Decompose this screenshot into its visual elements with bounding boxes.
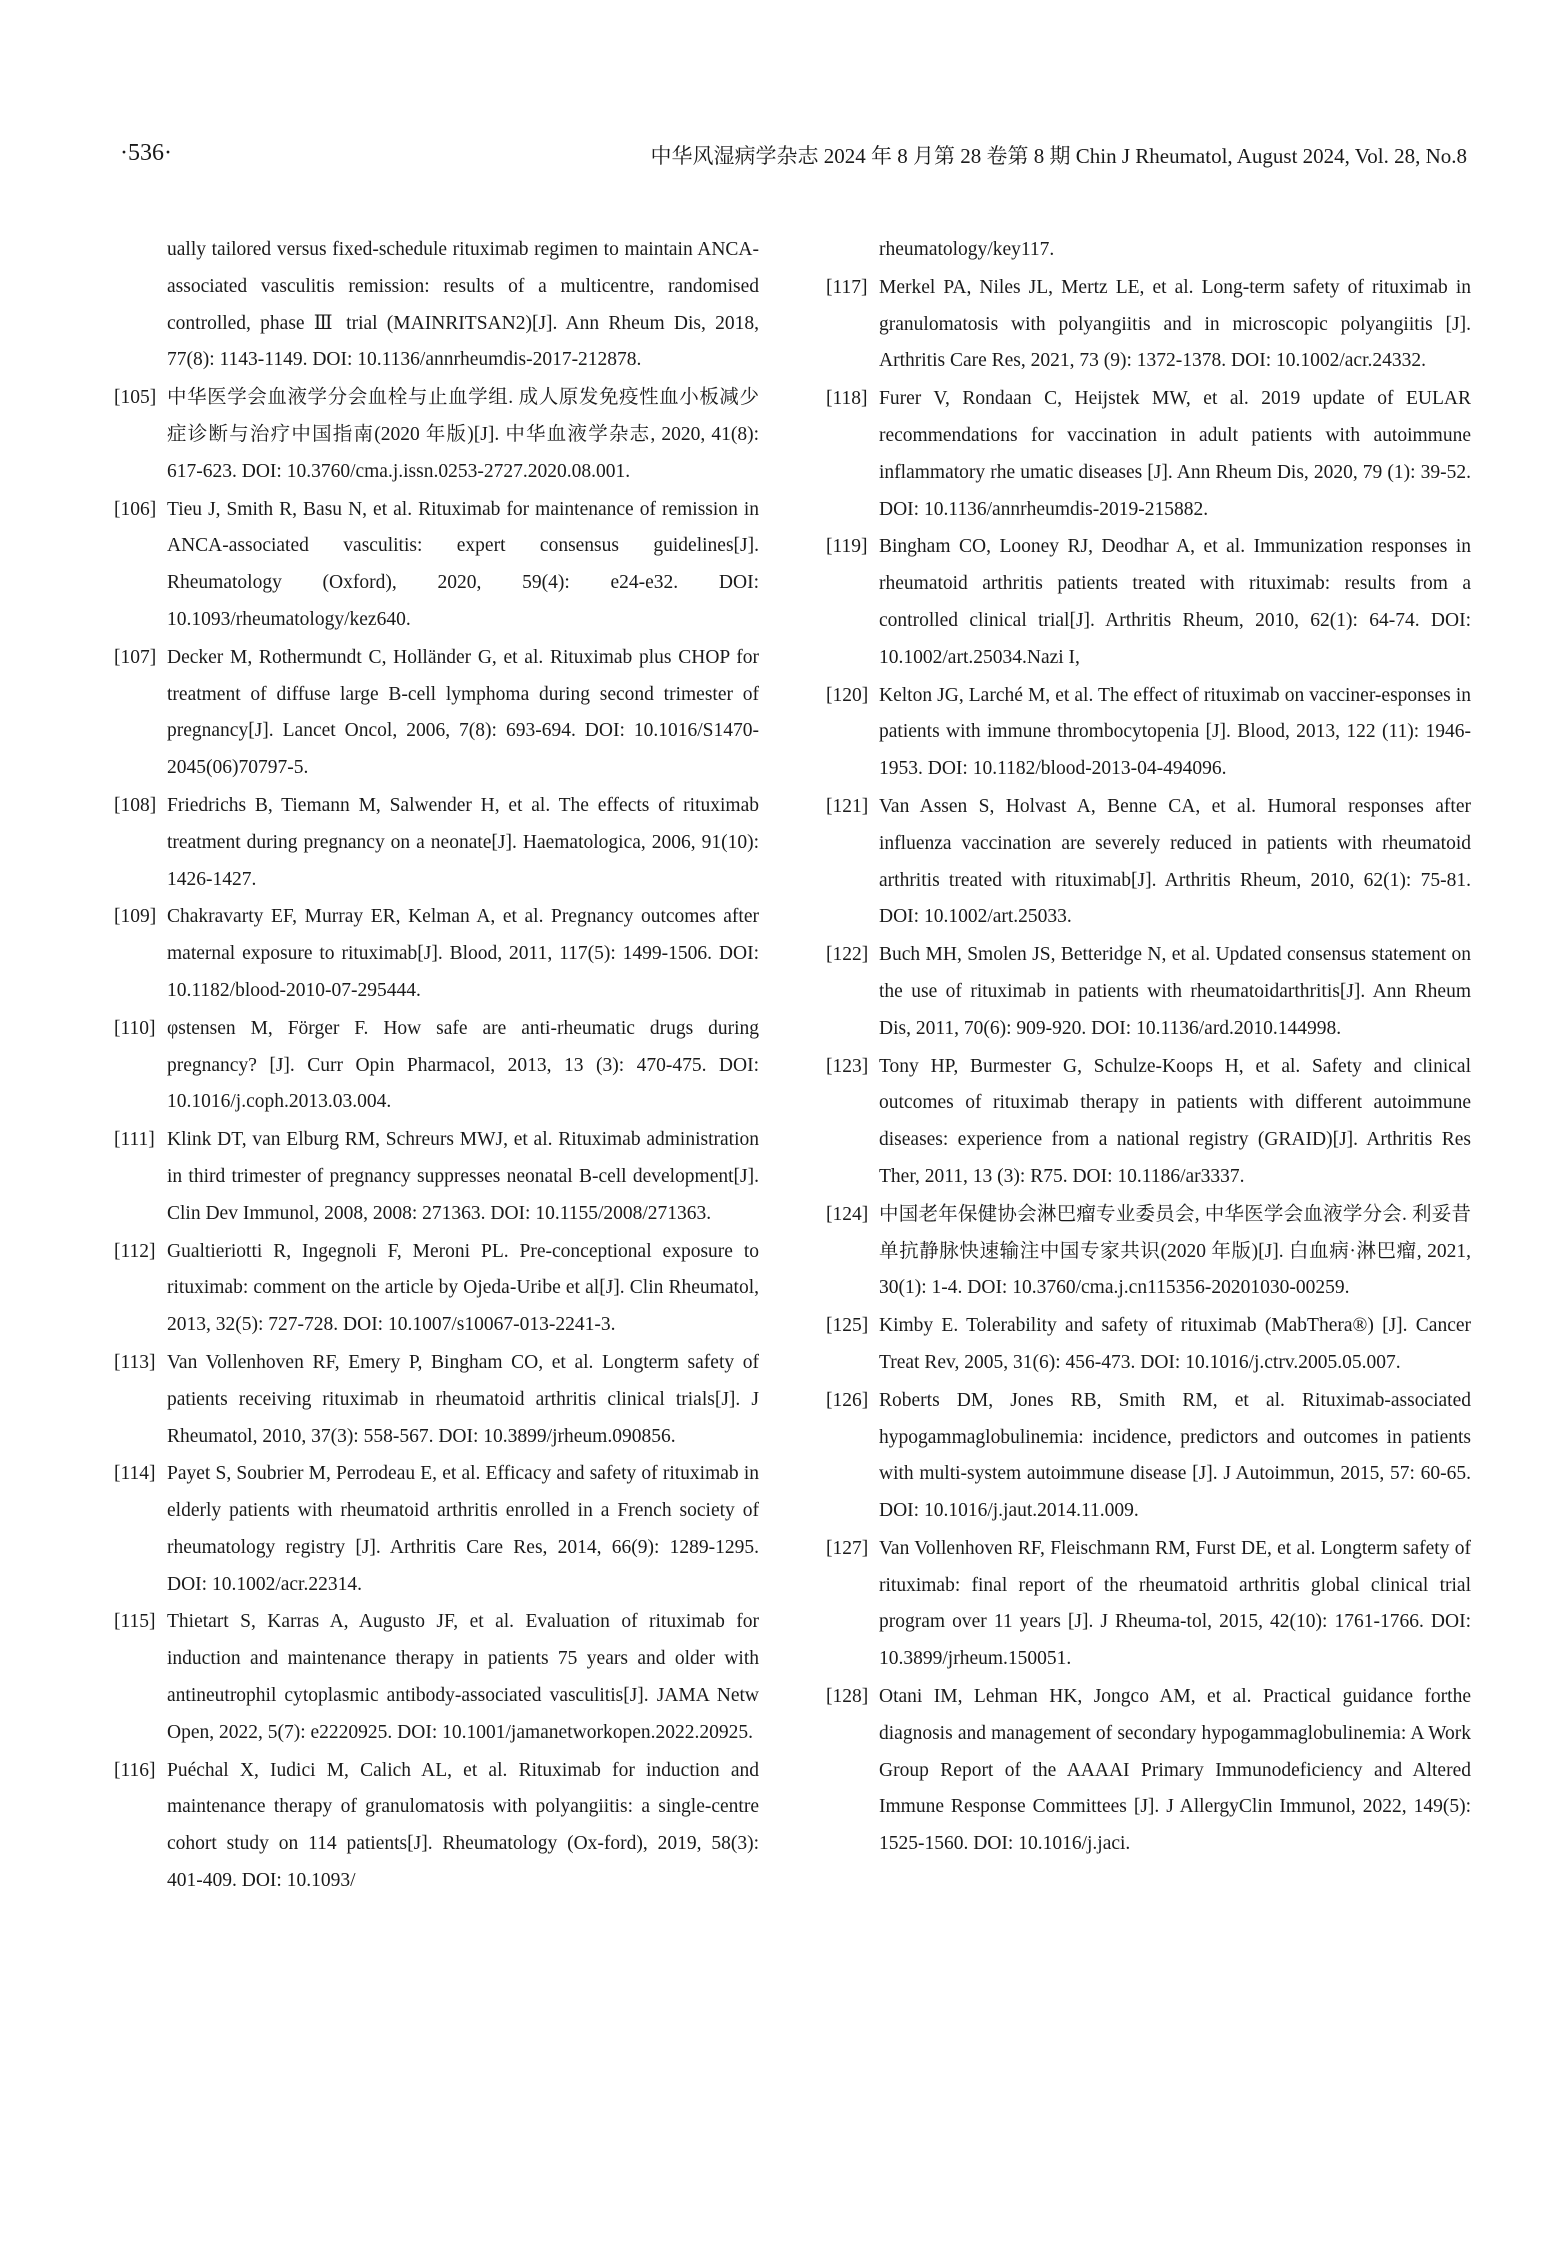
reference-entry xyxy=(114,1753,759,1900)
reference-entry xyxy=(114,492,759,639)
reference-entry xyxy=(114,1011,759,1121)
reference-text: ually tailored versus fixed-schedule rituximab regimen to maintain ANCA-associated vasculitis remission: results of a multicentre, randomised controlled, phase Ⅲ trial (MAINRITSAN2)[J]. Ann Rheum Dis, 2018, 77(8): 1143-1149. DOI: 10.1136/annrheumdis-2017-212878. xyxy=(167,239,759,371)
reference-number: [107] xyxy=(114,646,157,668)
reference-entry xyxy=(114,788,759,898)
reference-number: [120] xyxy=(826,684,869,706)
reference-number: [121] xyxy=(826,795,869,817)
reference-number: [111] xyxy=(114,1129,155,1151)
reference-entry xyxy=(826,1531,1471,1678)
page-number: ·536· xyxy=(120,140,172,166)
reference-text: Roberts DM, Jones RB, Smith RM, et al. Rituximab-associated hypogammaglobulinemia: incidence, predictors and outcomes in patients with multi-system autoimmune disease [J]. J Autoimmun, 2015, 57: 60-65. DOI: 10.1016/j.jaut.2014.11.009. xyxy=(879,1389,1471,1522)
reference-entry xyxy=(826,678,1471,788)
reference-number: [126] xyxy=(826,1389,869,1411)
reference-entry xyxy=(826,937,1471,1047)
reference-text: Payet S, Soubrier M, Perrodeau E, et al. Efficacy and safety of rituximab in elderly patients with rheumatoid arthritis enrolled in a French society of rheumatology registry [J]. Arthritis Care Res, 2014, 66(9): 1289-1295. DOI: 10.1002/acr.22314. xyxy=(167,1463,759,1595)
reference-text: Furer V, Rondaan C, Heijstek MW, et al. 2019 update of EULAR recommendations for vaccination in adult patients with autoimmune inflammatory rhe umatic diseases [J]. Ann Rheum Dis, 2020, 79 (1): 39-52. DOI: 10.1136/annrheumdis-2019-215882. xyxy=(879,388,1471,520)
reference-entry xyxy=(826,270,1471,380)
reference-text: 中国老年保健协会淋巴瘤专业委员会, 中华医学会血液学分会. 利妥昔单抗静脉快速输注中国专家共识(2020 年版)[J]. 白血病·淋巴瘤, 2021, 30(1): 1-4. DOI: 10.3760/cma.j.cn115356-20201030-00259. xyxy=(879,1203,1471,1299)
reference-entry xyxy=(826,381,1471,528)
reference-entry xyxy=(826,529,1471,676)
reference-entry xyxy=(114,232,759,379)
reference-number: [127] xyxy=(826,1537,869,1559)
reference-entry xyxy=(114,899,759,1009)
reference-entry xyxy=(114,1122,759,1232)
reference-text: Bingham CO, Looney RJ, Deodhar A, et al. Immunization responses in rheumatoid arthritis patients treated with rituximab: results from a controlled clinical trial[J]. Arthritis Rheum, 2010, 62(1): 64-74. DOI: 10.1002/art.25034.Nazi I, xyxy=(879,536,1471,668)
reference-entry xyxy=(826,1679,1471,1863)
reference-text: Van Vollenhoven RF, Fleischmann RM, Furst DE, et al. Longterm safety of rituximab: final report of the rheumatoid arthritis global clinical trial program over 11 years [J]. J Rheuma-tol, 2015, 42(10): 1761-1766. DOI: 10.3899/jrheum.150051. xyxy=(879,1537,1471,1670)
reference-entry xyxy=(826,789,1471,936)
reference-entry xyxy=(114,1604,759,1751)
reference-text: Chakravarty EF, Murray ER, Kelman A, et al. Pregnancy outcomes after maternal exposure to rituximab[J]. Blood, 2011, 117(5): 1499-1506. DOI: 10.1182/blood-2010-07-295444. xyxy=(167,906,759,1001)
reference-text: 中华医学会血液学分会血栓与止血学组. 成人原发免疫性血小板减少症诊断与治疗中国指南(2020 年版)[J]. 中华血液学杂志, 2020, 41(8): 617-623. DOI: 10.3760/cma.j.issn.0253-2727.2020.08.001. xyxy=(167,387,759,482)
reference-entry xyxy=(826,1049,1471,1196)
reference-text: Tony HP, Burmester G, Schulze-Koops H, et al. Safety and clinical outcomes of rituximab therapy in patients with different autoimmune diseases: experience from a national registry (GRAID)[J]. Arthritis Res Ther, 2011, 13 (3): R75. DOI: 10.1186/ar3337. xyxy=(879,1055,1471,1187)
left-column xyxy=(114,232,759,1901)
reference-number: [117] xyxy=(826,276,868,298)
reference-entry xyxy=(114,1234,759,1344)
reference-number: [118] xyxy=(826,388,868,410)
reference-entry xyxy=(114,1456,759,1603)
reference-text: Klink DT, van Elburg RM, Schreurs MWJ, et al. Rituximab administration in third trimester of pregnancy suppresses neonatal B-cell development[J]. Clin Dev Immunol, 2008, 2008: 271363. DOI: 10.1155/2008/271363. xyxy=(167,1129,759,1224)
reference-text: Decker M, Rothermundt C, Holländer G, et al. Rituximab plus CHOP for treatment of diffuse large B-cell lymphoma during second trimester of pregnancy[J]. Lancet Oncol, 2006, 7(8): 693-694. DOI: 10.1016/S1470-2045(06)70797-5. xyxy=(167,646,759,779)
reference-number: [108] xyxy=(114,794,157,816)
reference-number: [123] xyxy=(826,1055,869,1077)
reference-number: [115] xyxy=(114,1611,156,1633)
reference-number: [128] xyxy=(826,1686,869,1708)
reference-entry xyxy=(826,1383,1471,1530)
reference-text: Otani IM, Lehman HK, Jongco AM, et al. Practical guidance forthe diagnosis and management of secondary hypogammaglobulinemia: A Work Group Report of the AAAAI Primary Immunodeficiency and Altered Immune Response Committees [J]. J AllergyClin Immunol, 2022, 149(5): 1525-1560. DOI: 10.1016/j.jaci. xyxy=(879,1686,1471,1855)
reference-number: [110] xyxy=(114,1017,156,1039)
reference-text: Tieu J, Smith R, Basu N, et al. Rituximab for maintenance of remission in ANCA-associated vasculitis: expert consensus guidelines[J]. Rheumatology (Oxford), 2020, 59(4): e24-e32. DOI: 10.1093/rheumatology/kez640. xyxy=(167,498,759,630)
reference-entry xyxy=(826,232,1471,269)
reference-text: φstensen M, Förger F. How safe are anti-rheumatic drugs during pregnancy? [J]. Curr Opin Pharmacol, 2013, 13 (3): 470-475. DOI: 10.1016/j.coph.2013.03.004. xyxy=(167,1017,759,1113)
reference-number: [124] xyxy=(826,1203,869,1225)
reference-number: [119] xyxy=(826,536,868,558)
page-header xyxy=(120,140,1467,184)
reference-entry xyxy=(114,640,759,787)
reference-text: Van Vollenhoven RF, Emery P, Bingham CO, et al. Longterm safety of patients receiving rituximab in rheumatoid arthritis clinical trials[J]. J Rheumatol, 2010, 37(3): 558-567. DOI: 10.3899/jrheum.090856. xyxy=(167,1351,759,1447)
right-column xyxy=(826,232,1471,1864)
reference-text: Thietart S, Karras A, Augusto JF, et al. Evaluation of rituximab for induction and maintenance therapy in patients 75 years and older with antineutrophil cytoplasmic antibody-associated vasculitis[J]. JAMA Netw Open, 2022, 5(7): e2220925. DOI: 10.1001/jamanetworkopen.2022.20925. xyxy=(167,1611,759,1743)
reference-number: [125] xyxy=(826,1315,869,1337)
reference-number: [112] xyxy=(114,1240,156,1262)
reference-number: [114] xyxy=(114,1463,156,1485)
reference-text: rheumatology/key117. xyxy=(879,239,1055,260)
reference-entry xyxy=(826,1308,1471,1382)
reference-number: [106] xyxy=(114,498,157,520)
reference-entry xyxy=(826,1197,1471,1307)
reference-text: Van Assen S, Holvast A, Benne CA, et al. Humoral responses after influenza vaccination are severely reduced in patients with rheumatoid arthritis treated with rituximab[J]. Arthritis Rheum, 2010, 62(1): 75-81. DOI: 10.1002/art.25033. xyxy=(879,795,1471,928)
journal-running-title: 中华风湿病学杂志 2024 年 8 月第 28 卷第 8 期 Chin J Rheumatol, August 2024, Vol. 28, No.8 xyxy=(650,144,1467,168)
reference-text: Kimby E. Tolerability and safety of rituximab (MabThera®) [J]. Cancer Treat Rev, 2005, 31(6): 456-473. DOI: 10.1016/j.ctrv.2005.05.007. xyxy=(879,1315,1471,1373)
reference-number: [113] xyxy=(114,1351,156,1373)
reference-text: Gualtieriotti R, Ingegnoli F, Meroni PL. Pre-conceptional exposure to rituximab: comment on the article by Ojeda-Uribe et al[J]. Clin Rheumatol, 2013, 32(5): 727-728. DOI: 10.1007/s10067-013-2241-3. xyxy=(167,1240,759,1336)
reference-number: [109] xyxy=(114,906,157,928)
reference-entry xyxy=(114,380,759,490)
reference-number: [105] xyxy=(114,387,157,409)
reference-text: Friedrichs B, Tiemann M, Salwender H, et al. The effects of rituximab treatment during pregnancy on a neonate[J]. Haematologica, 2006, 91(10): 1426-1427. xyxy=(167,794,759,890)
reference-entry xyxy=(114,1345,759,1455)
reference-number: [122] xyxy=(826,944,869,966)
reference-text: Kelton JG, Larché M, et al. The effect of rituximab on vacciner-esponses in patients with immune thrombocytopenia [J]. Blood, 2013, 122 (11): 1946-1953. DOI: 10.1182/blood-2013-04-494096. xyxy=(879,684,1471,780)
reference-text: Buch MH, Smolen JS, Betteridge N, et al. Updated consensus statement on the use of rituximab in patients with rheumatoidarthritis[J]. Ann Rheum Dis, 2011, 70(6): 909-920. DOI: 10.1136/ard.2010.144998. xyxy=(879,944,1471,1039)
reference-number: [116] xyxy=(114,1759,156,1781)
reference-text: Merkel PA, Niles JL, Mertz LE, et al. Long-term safety of rituximab in granulomatosis with polyangiitis and in microscopic polyangiitis [J]. Arthritis Care Res, 2021, 73 (9): 1372-1378. DOI: 10.1002/acr.24332. xyxy=(879,276,1471,372)
reference-text: Puéchal X, Iudici M, Calich AL, et al. Rituximab for induction and maintenance therapy of granulomatosis with polyangiitis: a single-centre cohort study on 114 patients[J]. Rheumatology (Ox-ford), 2019, 58(3): 401-409. DOI: 10.1093/ xyxy=(167,1759,759,1892)
